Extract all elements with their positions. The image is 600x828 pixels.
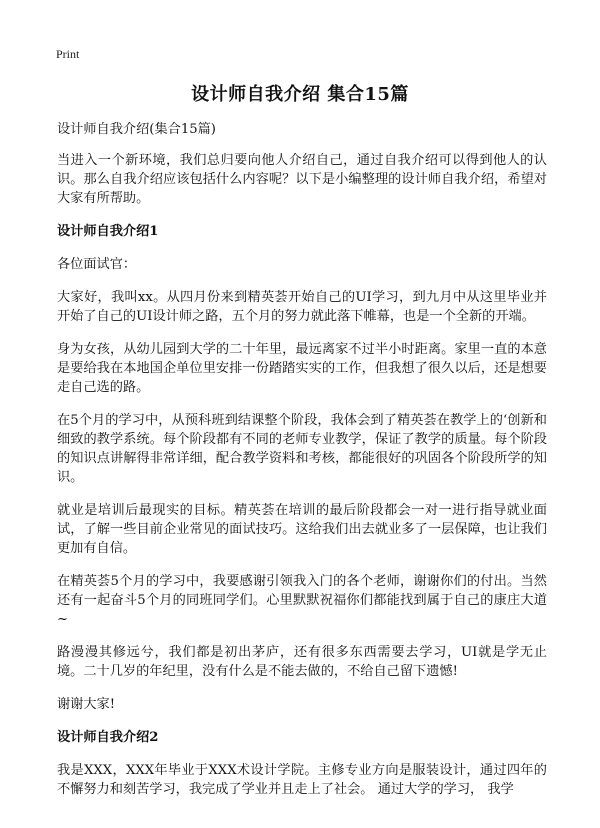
- document-subtitle: 设计师自我介绍(集合15篇): [57, 122, 216, 137]
- section-paragraph: 在精英荟5个月的学习中，我要感谢引领我入门的各个老师，谢谢你们的付出。当然还有一起奋斗5个月的同班同学们。心里默默祝福你们都能找到属于自己的康庄大道~: [57, 574, 547, 627]
- section-paragraph: 身为女孩，从幼儿园到大学的二十年里，最远离家不过半小时距离。家里一直的本意是要给我在本地国企单位里安排一份踏踏实实的工作，但我想了很久以后，还是想要走自己选的路。: [57, 342, 547, 395]
- section-paragraph: 各位面试官：: [57, 257, 137, 272]
- page-title: 设计师自我介绍 集合15篇: [191, 84, 409, 105]
- print-link[interactable]: Print: [56, 47, 80, 61]
- section-heading: 设计师自我介绍2: [57, 730, 159, 745]
- document-body: [57, 120, 547, 813]
- section-paragraph: 在5个月的学习中，从预科班到结课整个阶段，我体会到了精英荟在教学上的‘创新和细致的教学系统。每个阶段都有不同的老师专业教学，保证了教学的质量。每个阶段的知识点讲解得非常详细，配合教学资料和考核，都能很好的巩固各个阶段所学的知识。: [57, 413, 547, 485]
- section-paragraph: 谢谢大家!: [57, 697, 116, 712]
- section-paragraph: 就业是培训后最现实的目标。精英荟在培训的最后阶段都会一对一进行指导就业面试，了解一些目前企业常见的面试技巧。这给我们出去就业多了一层保障，也让我们更加有自信。: [57, 503, 547, 556]
- intro-paragraph: 当进入一个新环境，我们总归要向他人介绍自己，通过自我介绍可以得到他人的认识。那么自我介绍应该包括什么内容呢？以下是小编整理的设计师自我介绍，希望对大家有所帮助。: [57, 153, 547, 206]
- section-heading: 设计师自我介绍1: [57, 224, 159, 239]
- section-paragraph: 我是XXX，XXX年毕业于XXX术设计学院。主修专业方向是服装设计，通过四年的不懈努力和刻苦学习，我完成了学业并且走上了社会。 通过大学的学习， 我学: [57, 763, 547, 797]
- section-paragraph: 大家好，我叫xx。从四月份来到精英荟开始自己的UI学习，到九月中从这里毕业并开始了自己的UI设计师之路，五个月的努力就此落下帷幕，也是一个全新的开端。: [57, 290, 547, 324]
- section-paragraph: 路漫漫其修远兮，我们都是初出茅庐，还有很多东西需要去学习，UI就是学无止境。二十几岁的年纪里，没有什么是不能去做的，不给自己留下遗憾!: [57, 645, 547, 679]
